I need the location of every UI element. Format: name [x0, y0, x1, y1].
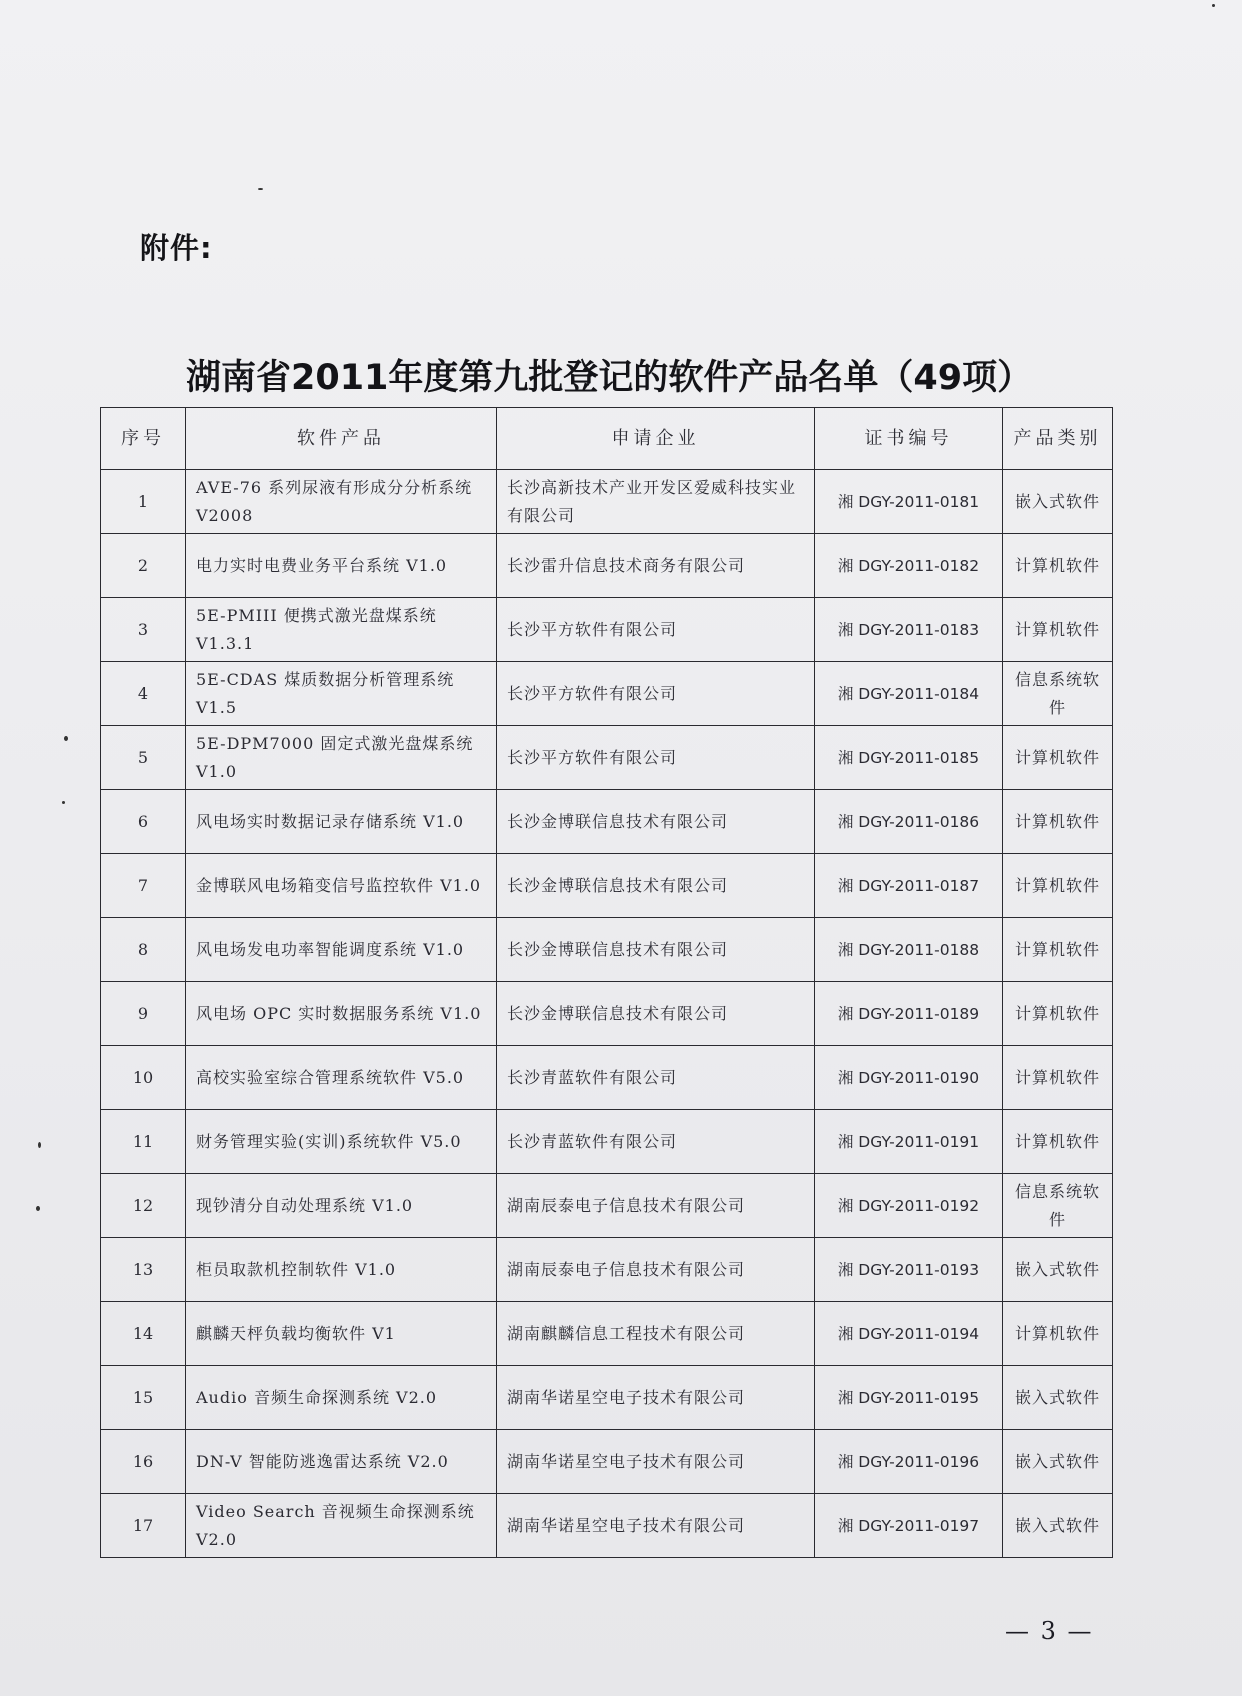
cell-cert: 湘 DGY-2011-0181: [815, 470, 1003, 534]
cell-cert: 湘 DGY-2011-0191: [815, 1110, 1003, 1174]
cell-num: 9: [101, 982, 186, 1046]
page-number: — 3 —: [1005, 1617, 1094, 1645]
cell-cert: 湘 DGY-2011-0189: [815, 982, 1003, 1046]
cell-category: 计算机软件: [1003, 726, 1113, 790]
cell-num: 13: [101, 1238, 186, 1302]
cell-num: 5: [101, 726, 186, 790]
table-body: [101, 470, 1113, 1558]
cell-category: 信息系统软件: [1003, 1174, 1113, 1238]
software-product-table: [100, 407, 1113, 1558]
cell-num: 15: [101, 1366, 186, 1430]
cell-company: 湖南辰泰电子信息技术有限公司: [497, 1174, 815, 1238]
cell-category: 计算机软件: [1003, 790, 1113, 854]
table-row: [101, 982, 1113, 1046]
cell-product: 金博联风电场箱变信号监控软件 V1.0: [186, 854, 497, 918]
cell-product: 现钞清分自动处理系统 V1.0: [186, 1174, 497, 1238]
cell-product: 麒麟天枰负载均衡软件 V1: [186, 1302, 497, 1366]
cell-company: 湖南华诺星空电子技术有限公司: [497, 1366, 815, 1430]
table-row: [101, 854, 1113, 918]
cell-company: 长沙平方软件有限公司: [497, 662, 815, 726]
cell-product: 5E-PMIII 便携式激光盘煤系统 V1.3.1: [186, 598, 497, 662]
table-row: [101, 1302, 1113, 1366]
cell-num: 14: [101, 1302, 186, 1366]
cell-company: 长沙青蓝软件有限公司: [497, 1110, 815, 1174]
table-row: [101, 1494, 1113, 1558]
cell-cert: 湘 DGY-2011-0197: [815, 1494, 1003, 1558]
cell-cert: 湘 DGY-2011-0186: [815, 790, 1003, 854]
cell-company: 长沙平方软件有限公司: [497, 598, 815, 662]
cell-product: AVE-76 系列尿液有形成分分析系统 V2008: [186, 470, 497, 534]
cell-num: 12: [101, 1174, 186, 1238]
cell-product: Audio 音频生命探测系统 V2.0: [186, 1366, 497, 1430]
cell-num: 16: [101, 1430, 186, 1494]
cell-product: 高校实验室综合管理系统软件 V5.0: [186, 1046, 497, 1110]
cell-product: 财务管理实验(实训)系统软件 V5.0: [186, 1110, 497, 1174]
cell-cert: 湘 DGY-2011-0187: [815, 854, 1003, 918]
cell-product: 风电场发电功率智能调度系统 V1.0: [186, 918, 497, 982]
cell-cert: 湘 DGY-2011-0188: [815, 918, 1003, 982]
cell-company: 长沙平方软件有限公司: [497, 726, 815, 790]
cell-num: 3: [101, 598, 186, 662]
scan-speck: [1212, 4, 1215, 7]
scan-speck: [64, 736, 68, 741]
cell-product: 风电场实时数据记录存储系统 V1.0: [186, 790, 497, 854]
table-row: [101, 790, 1113, 854]
cell-category: 计算机软件: [1003, 1302, 1113, 1366]
scan-speck: [38, 1142, 41, 1148]
cell-cert: 湘 DGY-2011-0190: [815, 1046, 1003, 1110]
cell-product: DN-V 智能防逃逸雷达系统 V2.0: [186, 1430, 497, 1494]
cell-company: 长沙高新技术产业开发区爱威科技实业有限公司: [497, 470, 815, 534]
cell-company: 长沙金博联信息技术有限公司: [497, 854, 815, 918]
cell-company: 长沙金博联信息技术有限公司: [497, 790, 815, 854]
header-product: 软件产品: [186, 408, 497, 470]
cell-company: 湖南麒麟信息工程技术有限公司: [497, 1302, 815, 1366]
attachment-label: 附件:: [140, 231, 213, 265]
cell-num: 1: [101, 470, 186, 534]
header-category: 产品类别: [1003, 408, 1113, 470]
table-row: [101, 1046, 1113, 1110]
table-row: [101, 1110, 1113, 1174]
cell-company: 长沙金博联信息技术有限公司: [497, 918, 815, 982]
cell-num: 7: [101, 854, 186, 918]
header-cert: 证书编号: [815, 408, 1003, 470]
table-header-row: [101, 408, 1113, 470]
cell-company: 长沙金博联信息技术有限公司: [497, 982, 815, 1046]
cell-category: 计算机软件: [1003, 1110, 1113, 1174]
table-row: [101, 918, 1113, 982]
cell-cert: 湘 DGY-2011-0194: [815, 1302, 1003, 1366]
document-title: 湖南省2011年度第九批登记的软件产品名单（49项）: [186, 358, 1033, 398]
cell-category: 计算机软件: [1003, 598, 1113, 662]
cell-num: 17: [101, 1494, 186, 1558]
scan-speck: [36, 1206, 40, 1211]
cell-num: 10: [101, 1046, 186, 1110]
cell-num: 11: [101, 1110, 186, 1174]
scan-speck: [62, 801, 65, 804]
cell-num: 8: [101, 918, 186, 982]
cell-cert: 湘 DGY-2011-0185: [815, 726, 1003, 790]
table-row: [101, 598, 1113, 662]
cell-company: 湖南辰泰电子信息技术有限公司: [497, 1238, 815, 1302]
cell-num: 4: [101, 662, 186, 726]
table-row: [101, 662, 1113, 726]
header-num: 序号: [101, 408, 186, 470]
table-row: [101, 470, 1113, 534]
cell-company: 长沙青蓝软件有限公司: [497, 1046, 815, 1110]
cell-product: 风电场 OPC 实时数据服务系统 V1.0: [186, 982, 497, 1046]
cell-cert: 湘 DGY-2011-0183: [815, 598, 1003, 662]
cell-cert: 湘 DGY-2011-0182: [815, 534, 1003, 598]
cell-cert: 湘 DGY-2011-0192: [815, 1174, 1003, 1238]
cell-category: 计算机软件: [1003, 918, 1113, 982]
cell-cert: 湘 DGY-2011-0195: [815, 1366, 1003, 1430]
cell-company: 长沙雷升信息技术商务有限公司: [497, 534, 815, 598]
table-row: [101, 1366, 1113, 1430]
cell-category: 嵌入式软件: [1003, 470, 1113, 534]
cell-cert: 湘 DGY-2011-0196: [815, 1430, 1003, 1494]
cell-product: 5E-CDAS 煤质数据分析管理系统 V1.5: [186, 662, 497, 726]
cell-category: 嵌入式软件: [1003, 1238, 1113, 1302]
table-row: [101, 1430, 1113, 1494]
cell-product: Video Search 音视频生命探测系统 V2.0: [186, 1494, 497, 1558]
cell-category: 嵌入式软件: [1003, 1494, 1113, 1558]
table-row: [101, 534, 1113, 598]
cell-cert: 湘 DGY-2011-0193: [815, 1238, 1003, 1302]
table-row: [101, 726, 1113, 790]
cell-category: 计算机软件: [1003, 854, 1113, 918]
cell-category: 计算机软件: [1003, 1046, 1113, 1110]
header-company: 申请企业: [497, 408, 815, 470]
table-row: [101, 1174, 1113, 1238]
cell-category: 计算机软件: [1003, 982, 1113, 1046]
cell-cert: 湘 DGY-2011-0184: [815, 662, 1003, 726]
cell-product: 5E-DPM7000 固定式激光盘煤系统 V1.0: [186, 726, 497, 790]
cell-product: 电力实时电费业务平台系统 V1.0: [186, 534, 497, 598]
cell-category: 信息系统软件: [1003, 662, 1113, 726]
cell-company: 湖南华诺星空电子技术有限公司: [497, 1494, 815, 1558]
scan-speck: [258, 188, 263, 190]
cell-num: 6: [101, 790, 186, 854]
cell-company: 湖南华诺星空电子技术有限公司: [497, 1430, 815, 1494]
cell-category: 嵌入式软件: [1003, 1366, 1113, 1430]
cell-product: 柜员取款机控制软件 V1.0: [186, 1238, 497, 1302]
cell-category: 嵌入式软件: [1003, 1430, 1113, 1494]
table-row: [101, 1238, 1113, 1302]
cell-num: 2: [101, 534, 186, 598]
cell-category: 计算机软件: [1003, 534, 1113, 598]
